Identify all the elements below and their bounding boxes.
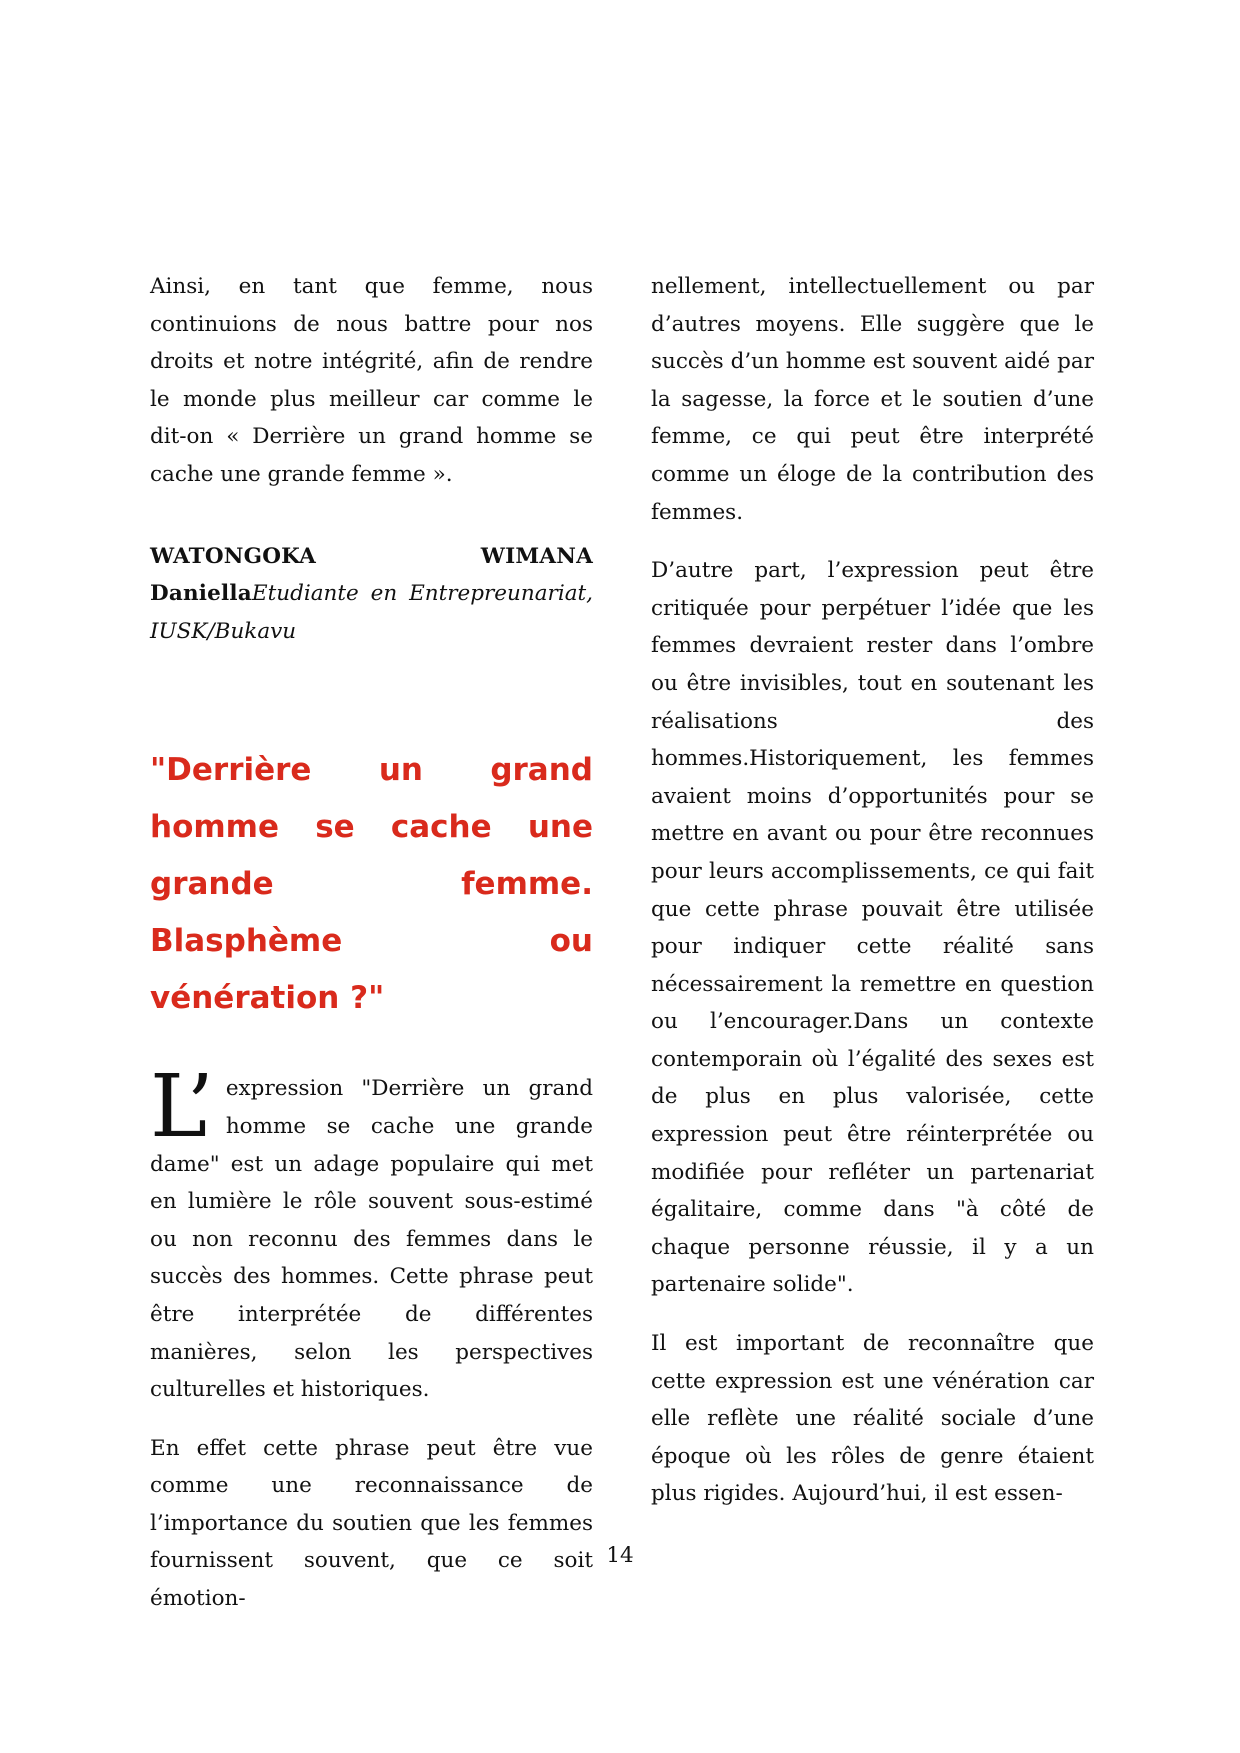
drop-cap: L’: [150, 1057, 214, 1158]
lede-paragraph: [150, 1057, 593, 1408]
left-column: [150, 268, 593, 1618]
author-affiliation: Etudiante en Entrepreunariat, IUSK/Bukavu: [150, 581, 593, 644]
right-paragraph-2: D’autre part, l’expression peut être critiquée pour perpétuer l’idée que les femmes devraient rester dans l’ombre ou être invisibles, tout en soutenant les réalisations des hommes.Historiquement, les femmes avaient moins d’opportunités pour se mettre en avant ou pour être reconnues pour leurs accomplissements, ce qui fait que cette phrase pouvait être utilisée pour indiquer cette réalité sans nécessairement la remettre en question ou l’encourager.Dans un contexte contemporain où l’égalité des sexes est de plus en plus valorisée, cette expression peut être réinterprétée ou modifiée pour refléter un partenariat égalitaire, comme dans "à côté de chaque personne réussie, il y a un partenaire solide".: [651, 558, 1094, 1298]
author-name: WATONGOKA WIMANA Daniella: [150, 543, 593, 607]
page-number: 14: [606, 1543, 634, 1568]
lede-text: expression "Derrière un grand homme se cache une grande dame" est un adage populaire qui met en lumière le rôle souvent sous-estimé ou non reconnu des femmes dans le succès des hommes. Cette phrase peut être interprétée de différentes manières, selon les perspectives culturelles et historiques.: [150, 1076, 593, 1403]
right-paragraph-1: nellement, intellectuellement ou par d’autres moyens. Elle suggère que le succès d’un homme est souvent aidé par la sagesse, la force et le soutien d’une femme, ce qui peut être interprété comme un éloge de la contribution des femmes.: [651, 274, 1094, 525]
intro-paragraph: Ainsi, en tant que femme, nous continuions de nous battre pour nos droits et notre intégrité, afin de rendre le monde plus meilleur car comme le dit-on « Derrière un grand homme se cache une grande femme ».: [150, 274, 593, 487]
article-title: "Derrière un grand homme se cache une grande femme. Blasphème ou vénération ?": [150, 752, 593, 1017]
right-column: [651, 268, 1094, 1513]
right-paragraph-3: Il est important de reconnaître que cette expression est une vénération car elle reflète une réalité sociale d’une époque où les rôles de genre étaient plus rigides. Aujourd’hui, il est essen-: [651, 1331, 1094, 1507]
author-byline: [150, 538, 593, 651]
left-paragraph-2: En effet cette phrase peut être vue comme une reconnaissance de l’importance du soutien que les femmes fournissent souvent, que ce soit émotion-: [150, 1435, 593, 1612]
